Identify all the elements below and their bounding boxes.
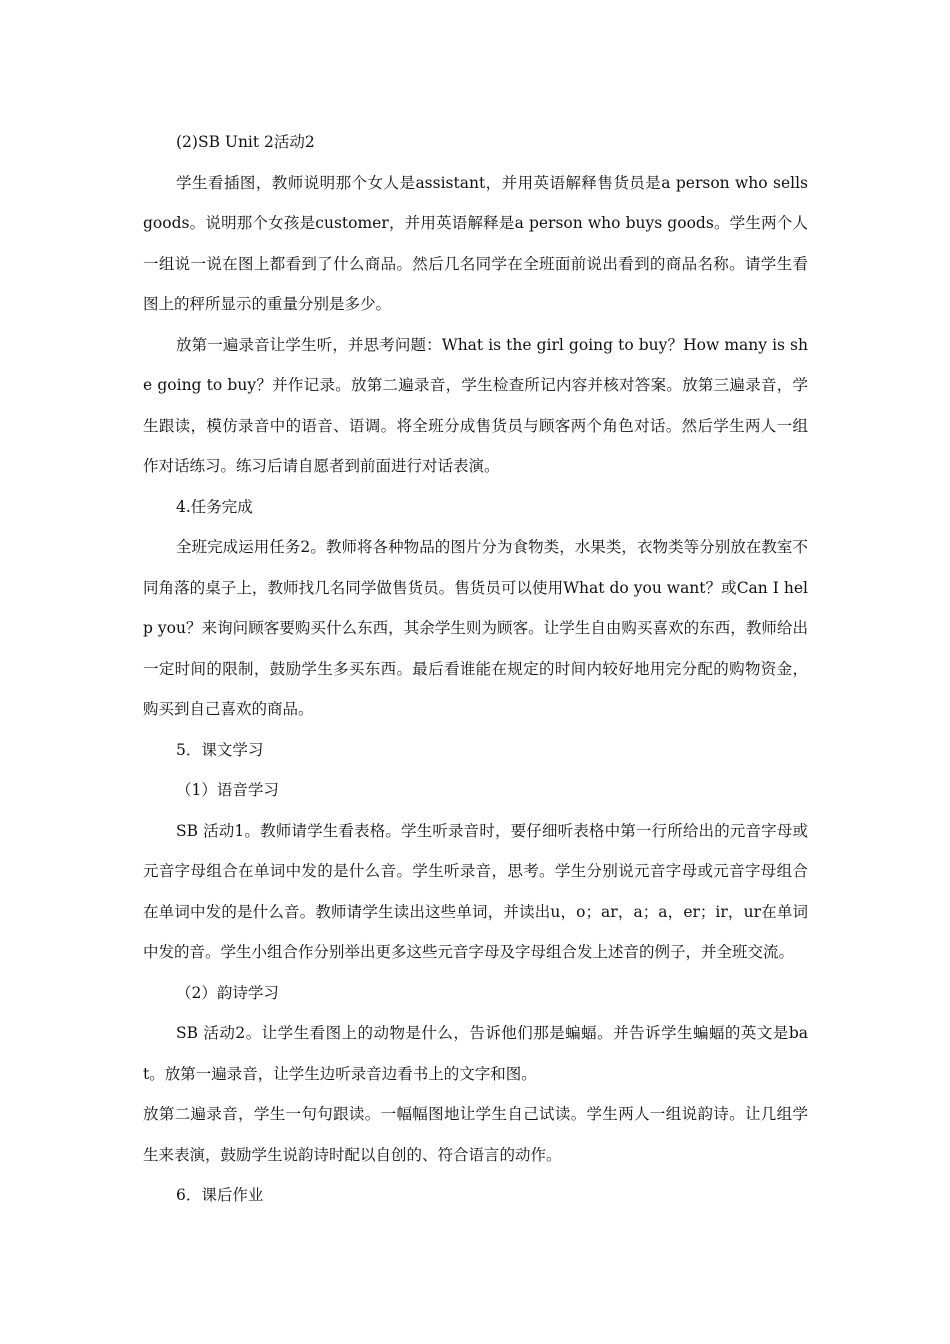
paragraph-second-recording: 放第二遍录音，学生一句句跟读。一幅幅图地让学生自己试读。学生两人一组说韵诗。让几组学生来表演，鼓励学生说韵诗时配以自创的、符合语言的动作。 (143, 1105, 808, 1164)
paragraph-rhyme: SB 活动2。让学生看图上的动物是什么，告诉他们那是蝙蝠。并告诉学生蝙蝠的英文是bat。放第一遍录音，让学生边听录音边看书上的文字和图。 (143, 1024, 808, 1083)
paragraph-task: 全班完成运用任务2。教师将各种物品的图片分为食物类，水果类，衣物类等分别放在教室不同角落的桌子上，教师找几名同学做售货员。售货员可以使用What do you want？或Can I help you？来询问顾客要购买什么东西，其余学生则为顾客。让学生自由购买喜欢的东西，教师给出一定时间的限制，鼓励学生多买东西。最后看谁能在规定的时间内较好地用完分配的购物资金，购买到自己喜欢的商品。 (143, 538, 808, 718)
paragraph-pronunciation: SB 活动1。教师请学生看表格。学生听录音时，要仔细听表格中第一行所给出的元音字母或元音字母组合在单词中发的是什么音。学生听录音，思考。学生分别说元音字母或元音字母组合在单词中发的是什么音。教师请学生读出这些单词，并读出u，o；ar，a；a，er；ir，ur在单词中发的音。学生小组合作分别举出更多这些元音字母及字母组合发上述音的例子，并全班交流。 (143, 821, 808, 961)
paragraph-recording: 放第一遍录音让学生听，并思考问题：What is the girl going to buy？How many is she going to buy？并作记录。放第二遍录音，学生检查所记内容并核对答案。放第三遍录音，学生跟读，模仿录音中的语音、语调。将全班分成售货员与顾客两个角色对话。然后学生两人一组作对话练习。练习后请自愿者到前面进行对话表演。 (143, 335, 808, 475)
section-heading-text-study: 5．课文学习 (176, 740, 264, 759)
subheading-pronunciation: （1）语音学习 (176, 781, 279, 799)
subheading-rhyme: （2）韵诗学习 (176, 983, 279, 1002)
section-heading-activity-2: (2)SB Unit 2活动2 (176, 133, 315, 151)
section-heading-homework: 6．课后作业 (176, 1186, 264, 1204)
paragraph-illustration: 学生看插图，教师说明那个女人是assistant，并用英语解释售货员是a person who sells goods。说明那个女孩是customer，并用英语解释是a person who buys goods。学生两个人一组说一说在图上都看到了什么商品。然后几名同学在全班面前说出看到的商品名称。请学生看图上的秤所显示的重量分别是多少。 (143, 173, 808, 313)
section-heading-task-completion: 4.任务完成 (176, 497, 253, 516)
document-body (143, 122, 808, 1216)
